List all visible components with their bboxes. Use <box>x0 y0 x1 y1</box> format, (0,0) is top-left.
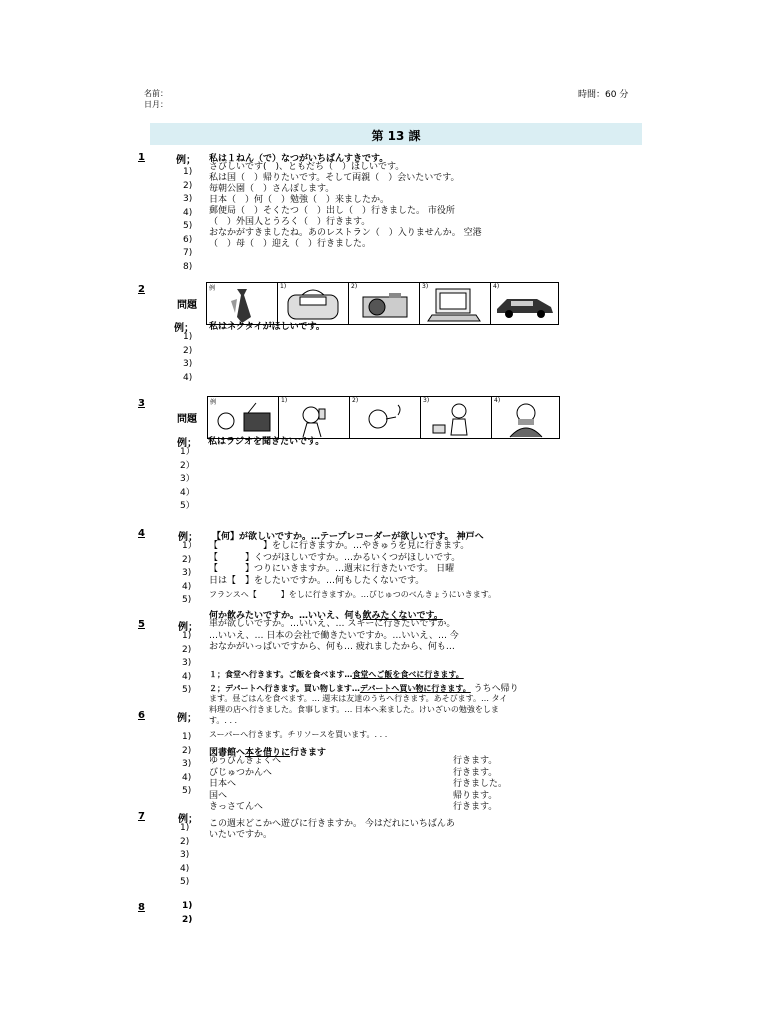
q8-item-numbers: 1) 2) <box>182 901 193 925</box>
question-6-number: 6 <box>138 710 145 721</box>
q3-picture-strip <box>207 396 560 439</box>
necktie-icon <box>207 283 277 324</box>
car-icon <box>491 283 560 324</box>
q1-example: 私は１ねん（で）なつがいちばんすきです。 <box>209 154 389 164</box>
necktie-picture: 例 <box>207 283 278 324</box>
q5-example-label: 例； <box>178 622 198 633</box>
q7-example-label: 例； <box>178 814 198 825</box>
q6-example-label: 例； <box>177 713 197 724</box>
name-label: 名前： <box>144 89 168 98</box>
bag-icon <box>278 283 348 324</box>
lesson-title: 第 13 課 <box>371 129 421 143</box>
computer-picture: 3) <box>420 283 491 324</box>
q3-item-numbers: 1） 2） 3） 4） 5） <box>180 447 195 511</box>
q2-example-label: 例； <box>174 323 194 334</box>
sitting-picture: 3) <box>421 397 492 438</box>
date-label: 日月： <box>144 100 168 109</box>
camera-icon <box>349 283 419 324</box>
question-8-number: 8 <box>138 902 145 913</box>
computer-icon <box>420 283 490 324</box>
question-7-number: 7 <box>138 811 145 822</box>
q7-item-numbers: 1) 2) 3) 4) 5) <box>180 823 190 887</box>
q3-example-label: 例； <box>177 438 197 449</box>
sitting-person-icon <box>421 397 491 438</box>
q3-problem-label: 問題 <box>177 414 197 425</box>
q2-example: 私はネクタイがほしいです。 <box>209 322 325 332</box>
q4-lines: 【 】をしに行きますか。…やきゅうを見に行きます。 【 】くつがほしいですか。…かるいくつがほしいです。 【 】つりにいきますか。…週末に行きたいです。 日曜 日は【 】をしたいですか。…何もしたくないです。 フランスへ【 】をしに行きますか。…びじゅつのべんきょうにいきます。 <box>209 541 497 599</box>
q6-lines: ます。昼ごはんを食べます。… 週末は友達のうちへ行きます。あそびます。… タイ 料理の店へ行きました。食事します。… 日本へ来ました。けいざいの勉強をしま す。. . . スーパーへ行きます。チリソースを買います。. . . <box>209 694 508 739</box>
listening-radio-icon <box>208 397 278 438</box>
eating-icon <box>492 397 561 438</box>
q2-problem-label: 問題 <box>177 300 197 311</box>
smoking-icon <box>350 397 420 438</box>
q1-item-numbers: 1) 2) 3) 4) 5) 6) 7) 8) <box>183 167 193 272</box>
q4-item-numbers: 1） 2) 3) 4) 5) <box>182 541 197 605</box>
q7-lines: この週末どこかへ遊びに行きますか。 今はだれにいちばんあ いたいですか。 <box>209 819 455 840</box>
q5-lines: 車が欲しいですか。…いいえ、… スキーに行きたいですか。 …いいえ、… 日本の会社で働きたいですか。…いいえ、… 今 おなかがいっぱいですから、何も… 疲れましたから、何も… <box>209 619 459 652</box>
drinking-icon <box>279 397 349 438</box>
q5-item-numbers: 1) 2) 3) 4) 5) <box>182 631 192 695</box>
q6-sub-example: 図書館へ本を借りに行きます <box>209 748 327 758</box>
q4-example-label: 例； <box>178 532 198 543</box>
q6-row-left: ゆうびんきょくへ びじゅつかんへ 日本へ 国へ きっさてんへ <box>209 756 282 812</box>
q2-item-numbers: 1) 2) 3) 4) <box>183 332 193 383</box>
q3-example: 私はラジオを聞きたいです。 <box>208 437 325 447</box>
q4-example: 【何】が欲しいですか。…テープレコーダーが欲しいです。 神戸へ <box>212 532 484 542</box>
question-5-number: 5 <box>138 619 145 630</box>
question-3-number: 3 <box>138 398 145 409</box>
q1-lines: さびしいです( )、ともだち（ ）ほしいです。 私は国（ ）帰りたいです。そして両親（ ）会いたいです。 毎朝公園（ ）さんぽします。 日本（ ）何（ ）勉強（ ）来ましたか。 郵便局（ ）そくたつ（ ）出し（ ）行きました。 市役所 （ ）外国人とうろく（ ）行きます。 おなかがすきましたね。あのレストラン（ ）入りませんか。 空港 （ ）母（ ）迎え（ ）行きました。 <box>209 162 482 249</box>
bag-picture: 1) <box>278 283 349 324</box>
radio-picture: 例 <box>208 397 279 438</box>
q5-example: 何か飲みたいですか。…いいえ、何も飲みたくないです。 <box>209 611 443 621</box>
q1-example-label: 例； <box>176 155 196 166</box>
smoking-picture: 2) <box>350 397 421 438</box>
camera-picture: 2) <box>349 283 420 324</box>
question-2-number: 2 <box>138 284 145 295</box>
lesson-title-bar <box>150 123 642 145</box>
time-label: 時間：60 分 <box>578 90 629 100</box>
question-1-number: 1 <box>138 152 145 163</box>
q6-row-right: 行きます。 行きます。 行きました。 帰ります。 行きます。 <box>453 756 508 812</box>
q6-example-2: ２；デパートへ行きます。買い物します…デパートへ買い物に行きます。 うちへ帰り <box>209 684 519 694</box>
eating-picture: 4) <box>492 397 561 438</box>
q6-example-1: １；食堂へ行きます。ご飯を食べます…食堂へご飯を食べに行きます。 <box>209 670 464 679</box>
car-picture: 4) <box>491 283 560 324</box>
question-4-number: 4 <box>138 528 145 539</box>
q6-item-numbers: 1) 2) 3) 4) 5) <box>182 732 192 796</box>
drinking-picture: 1) <box>279 397 350 438</box>
